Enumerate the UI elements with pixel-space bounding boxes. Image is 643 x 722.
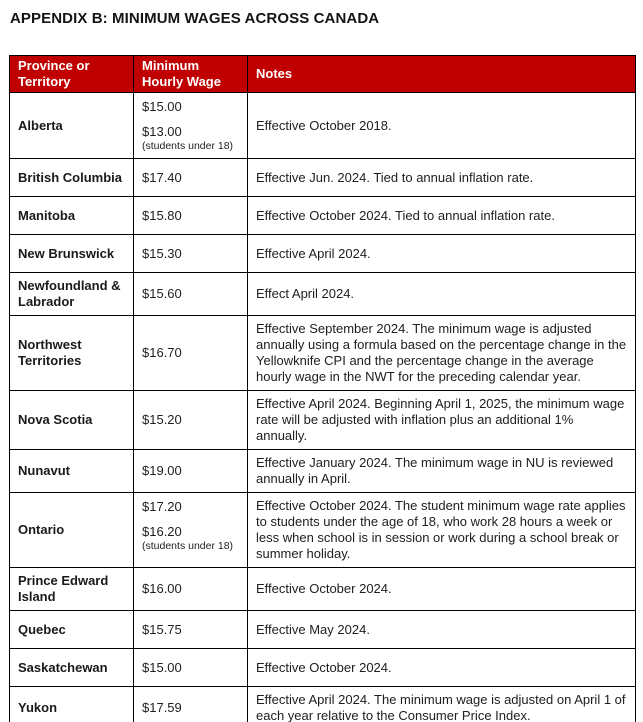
wage-cell — [134, 687, 248, 722]
header-province-or-territory: Province or Territory — [10, 56, 134, 93]
wage-value: $15.20 — [142, 412, 182, 427]
table-header-row — [10, 56, 636, 93]
province-cell: Yukon — [10, 687, 134, 722]
table-row — [10, 197, 636, 235]
province-cell: British Columbia — [10, 159, 134, 197]
notes-cell: Effective October 2024. — [248, 649, 636, 687]
student-wage-label: (students under 18) — [142, 540, 234, 552]
notes-cell: Effective October 2024. The student minimum wage rate applies to students under the age of 18, who work 28 hours a week or less when school is in session or work during a school break or summer holiday. — [248, 493, 636, 568]
notes-cell: Effective October 2018. — [248, 93, 636, 159]
notes-cell: Effective October 2024. — [248, 568, 636, 611]
wage-cell — [134, 649, 248, 687]
wage-cell — [134, 197, 248, 235]
province-cell: Quebec — [10, 611, 134, 649]
table-body — [10, 93, 636, 722]
notes-cell: Effective April 2024. Beginning April 1, 2025, the minimum wage rate will be adjusted with inflation plus an additional 1% annually. — [248, 391, 636, 450]
header-notes: Notes — [248, 56, 636, 93]
province-cell: Northwest Territories — [10, 316, 134, 391]
student-wage-label: (students under 18) — [142, 140, 234, 152]
wage-cell — [134, 391, 248, 450]
province-cell: Manitoba — [10, 197, 134, 235]
wage-value: $17.20 — [142, 499, 182, 514]
student-wage — [142, 124, 239, 153]
wage-value: $15.00 — [142, 659, 182, 675]
wage-cell — [134, 568, 248, 611]
wage-value: $15.80 — [142, 207, 182, 223]
table-row — [10, 450, 636, 493]
notes-cell: Effective April 2024. — [248, 235, 636, 273]
table-row — [10, 493, 636, 568]
page-title: APPENDIX B: MINIMUM WAGES ACROSS CANADA — [10, 10, 380, 27]
wage-cell — [134, 93, 248, 159]
wage-cell — [134, 611, 248, 649]
notes-cell: Effective May 2024. — [248, 611, 636, 649]
notes-cell: Effective January 2024. The minimum wage in NU is reviewed annually in April. — [248, 450, 636, 493]
table-row — [10, 687, 636, 722]
wage-cell — [134, 450, 248, 493]
student-wage — [142, 524, 239, 553]
wage-value: $17.40 — [142, 169, 182, 185]
table-row — [10, 568, 636, 611]
wage-value: $17.59 — [142, 700, 182, 715]
table-row — [10, 649, 636, 687]
province-cell: Ontario — [10, 493, 134, 568]
province-cell: New Brunswick — [10, 235, 134, 273]
table-row — [10, 273, 636, 316]
province-cell: Prince Edward Island — [10, 568, 134, 611]
student-wage-value: $13.00 — [142, 124, 182, 139]
table-row — [10, 235, 636, 273]
wage-value: $15.00 — [142, 99, 182, 114]
table-header — [10, 56, 636, 93]
wage-value: $15.30 — [142, 245, 182, 261]
notes-cell: Effective April 2024. The minimum wage is adjusted on April 1 of each year relative to the Consumer Price Index. — [248, 687, 636, 722]
province-cell: Newfoundland & Labrador — [10, 273, 134, 316]
notes-cell: Effective October 2024. Tied to annual inflation rate. — [248, 197, 636, 235]
wage-cell — [134, 159, 248, 197]
wage-value: $16.00 — [142, 581, 182, 596]
wage-cell — [134, 493, 248, 568]
table-row — [10, 611, 636, 649]
table-row — [10, 159, 636, 197]
wage-value: $19.00 — [142, 463, 182, 478]
table-row — [10, 316, 636, 391]
province-cell: Alberta — [10, 93, 134, 159]
province-cell: Nunavut — [10, 450, 134, 493]
wage-cell — [134, 273, 248, 316]
wage-value: $16.70 — [142, 345, 182, 360]
wage-cell — [134, 235, 248, 273]
table-row — [10, 93, 636, 159]
notes-cell: Effect April 2024. — [248, 273, 636, 316]
notes-cell: Effective Jun. 2024. Tied to annual inflation rate. — [248, 159, 636, 197]
student-wage-value: $16.20 — [142, 524, 182, 539]
header-minimum-hourly-wage: Minimum Hourly Wage — [134, 56, 248, 93]
wage-cell — [134, 316, 248, 391]
table-row — [10, 391, 636, 450]
province-cell: Nova Scotia — [10, 391, 134, 450]
notes-cell: Effective September 2024. The minimum wage is adjusted annually using a formula based on the percentage change in the Yellowknife CPI and the percentage change in the average hourly wage in the NWT for the preceding calendar year. — [248, 316, 636, 391]
wage-value: $15.75 — [142, 621, 182, 637]
minimum-wage-table — [9, 55, 636, 722]
province-cell: Saskatchewan — [10, 649, 134, 687]
wage-value: $15.60 — [142, 286, 182, 301]
